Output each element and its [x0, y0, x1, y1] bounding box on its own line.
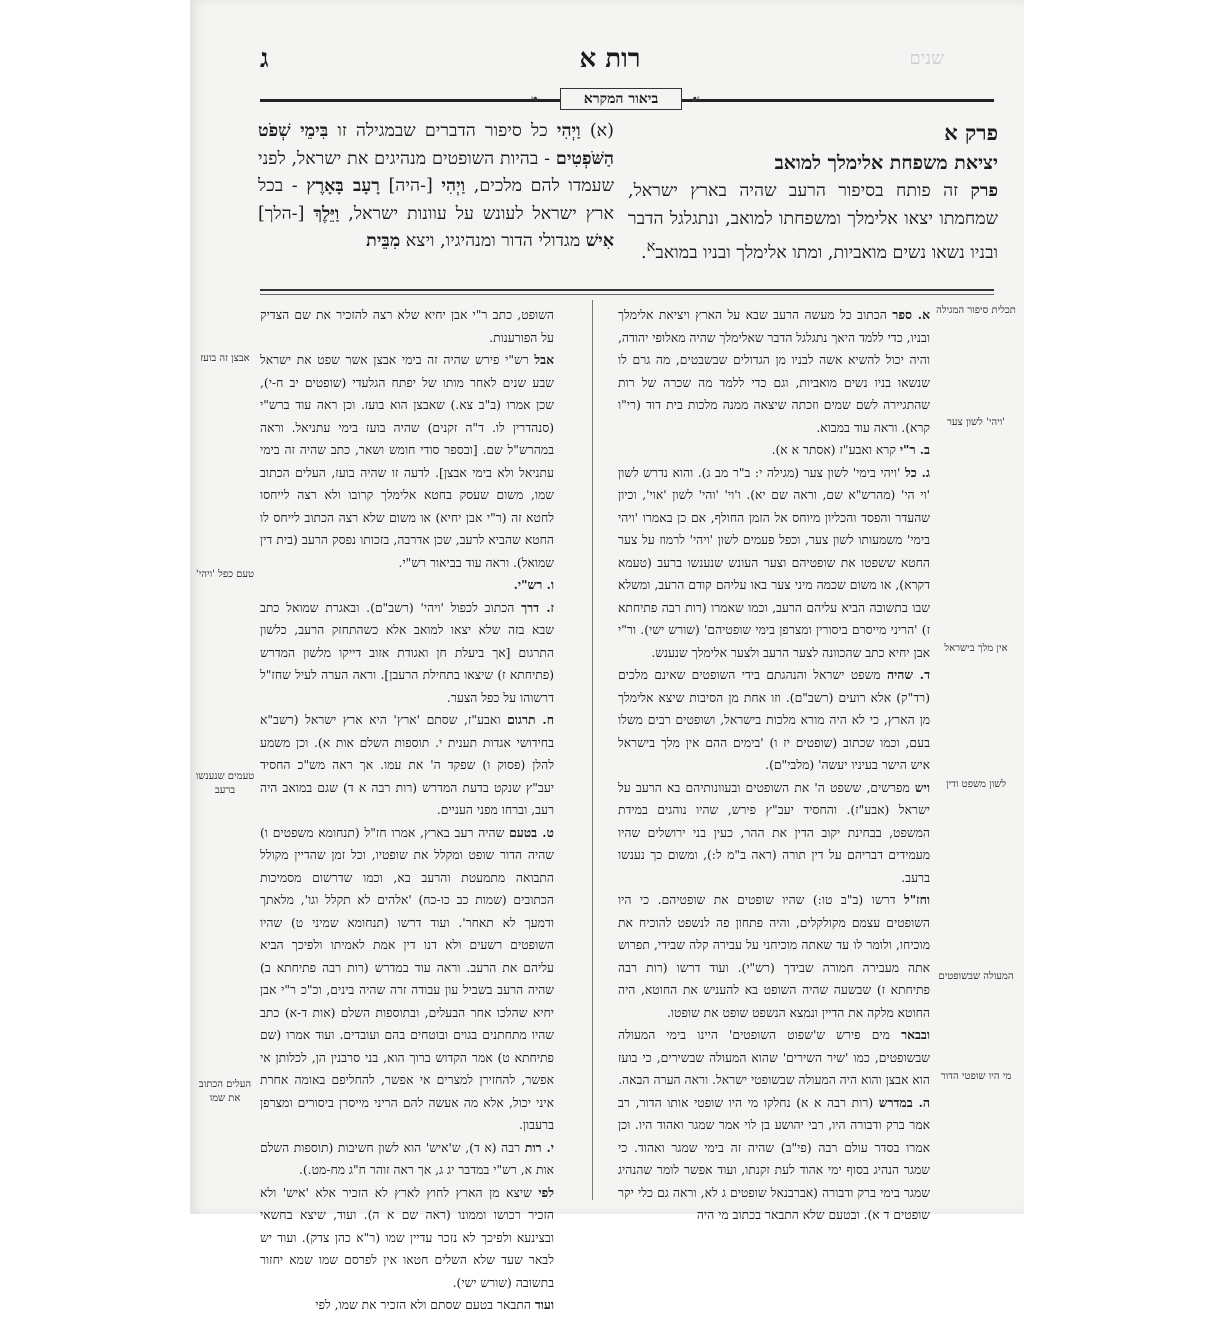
margin-note-left: טעמים שנענשו ברעב — [195, 771, 255, 796]
paragraph-lead: ב. ר"י — [899, 442, 930, 457]
paragraph-text: התבאר בטעם שסתם ולא הזכיר את שמו, לפי — [315, 1298, 531, 1312]
verse-word: בִּימֵי שְׁפֹט הַשֹּׁפְטִים — [258, 121, 614, 169]
scan-background-left — [0, 0, 190, 1214]
commentary-right-paragraph — [618, 1024, 930, 1092]
paragraph-text: הכתוב כל מעשה הרעב שבא על הארץ ויציאת אלימלך ובניו, כדי ללמד היאך נתגלגל הדבר שאלימלך שהיה מאלופי יהודה, והיה יכול להשיא אשה לבניו מן הגדולים שבשבטים, מה גרם לו שנשאו בניו נשים מואביות, וגם כדי ללמד מה שכרה של רות שהתגיירה לשם שמים וזכתה שיצאה ממנה מלכות בית דוד (רי"ו קרא). וראה עוד במבוא. — [618, 308, 930, 435]
paragraph-text: הכתוב לכפול 'ויהי' (רשב"ם). ובאגרת שמואל כתב שבא בזה שלא יצאו למואב אלא כשהתחזק הרעב, כלשון התרגום [אך ביעלת חן ואגודת אזוב דייקו מלשון המדרש (פתיחתא ז) שיצאו בתחילת הרעבן]. וראה הערה לעיל שחז"ל דרשוהו על כפל הצער. — [260, 600, 554, 705]
paragraph-lead: ט. בטעם — [509, 824, 554, 840]
verse-explanation — [258, 118, 614, 256]
paragraph-text: מים פירש ש'שפוט השופטים' היינו בימי המעולה שבשופטים, כמו 'שיר השירים' שהוא המעולה שבשירים, כי בועז הוא אבצן והוא היה המעולה שבשופטי ישראל. וראה הערה הבאה. — [618, 1028, 930, 1087]
page-number: ג — [260, 44, 269, 74]
commentary-left-paragraph — [260, 1137, 554, 1182]
paragraph-lead: ד. שהיה — [886, 667, 930, 682]
banner-label: ביאור המקרא — [560, 88, 682, 110]
chapter-heading: יציאת משפחת אלימלך למואב — [774, 152, 998, 174]
margin-note-right: אין מלך בישראל — [944, 643, 1008, 654]
main-text-area — [258, 118, 998, 288]
commentary-right-paragraph — [618, 439, 930, 462]
paragraph-text: רש"י פירש שהיה זה בימי אבצן אשר שפט את ישראל שבע שנים לאחר מותו של יפתח הגלעדי (שופטים יב ח-י), שכן אמרו (ב"ב צא.) שאבצן הוא בועז. וכן ראה עוד ברש"י (סנהדרין לו. ד"ה זקנים) שהיה בועז בימי עתניאל. וראה במהרש"ל שם. [ובספר סודי חומש ושאר, כתב שהיה זה בימי עתניאל ולא בימי אבצן]. לדעה זו שהיה בועז, העלים הכתוב שמו, משום שעסק בחטא אלימלך קרובו ולא רצה לייחסו לחטא זה (ר"י אבן יחיא) או משום שלא רצה הכתוב לייחס לו החטא שהביא לרעב, שכן אדרבה, בזכותו נפסק הרעב (בית דין שמואל). וראה עוד בביאור רש"י. — [260, 353, 554, 570]
intro-text: זה פותח בסיפור הרעב שהיה בארץ ישראל, שמחמתו יצאו אלימלך ומשפחתו למואב, ונתגלגל הדבר ובניו נשאו נשים מואביות, ומתו אלימלך ובניו במואב — [628, 181, 998, 263]
section-divider-thin — [260, 294, 994, 295]
verse-word: רָעָב בָּאָרֶץ — [306, 176, 380, 196]
margin-note-right: 'ויהי' לשון צער — [946, 417, 1006, 428]
verse-gloss: [-היה] — [388, 176, 433, 196]
commentary-left-paragraph — [260, 349, 554, 574]
scroll-ornament-icon: ❧ — [530, 92, 541, 106]
commentary-left-paragraph — [260, 1294, 554, 1317]
commentary-right-paragraph — [618, 777, 930, 890]
commentary-right-paragraph — [618, 304, 930, 439]
paragraph-text: (רות רבה א א) נחלקו מי היו שופטי אותו הדור, רב אמר ברק ודבורה היו, רבי יהושע בן לוי אמר שמגר ואהוד היו. וכן אמרו בסדר עולם רבה (פי"ב) שהיה זה בימי שמגר ואהוד. כי שמגר הנהיג בסוף ימי אהוד לעת זקנתו, ועוד אפשר לומר שהנהיג שמגר בימי ברק ודבורה (אברבנאל שופטים ג לא, וראה גם כלי יקר שופטים ד א). ובטעם שלא התבאר בכתוב מי היה — [618, 1095, 930, 1222]
commentary-column-left — [260, 304, 555, 1312]
commentary-left-paragraph — [260, 709, 554, 822]
scroll-ornament-icon: ☙ — [690, 92, 701, 106]
paragraph-text: קרא ואבע"ז (אסתר א א). — [771, 443, 896, 457]
paragraph-lead: ה. במדרש — [878, 1094, 930, 1110]
margin-note-right: לשון משפט ודין — [945, 779, 1007, 790]
commentary-right-paragraph — [618, 664, 930, 777]
verse-word: מִבֵּית — [366, 231, 401, 251]
paragraph-text: 'ויהי בימי' לשון צער (מגילה י: ב"ר מב ג). והוא נדרש לשון 'וי הי' (מהרש"א שם, וראה שם יא). ו'וי' 'והי' לשון 'אוי', וכיון שהעדר והפסד והכליון מיוחס אל הזמן החולף, אם כן באמרו 'ויהי בימי' משמעותו לשון צער, וכפל פעמים לשון 'ויהי' לרמוז על צער החטא ששפטו את שופטיהם וצער העונש שנענשו ברעב (טעמא דקרא), או משום שכמה מיני צער באו עליהם קודם הרעב, ומשלא שבו בתשובה הביא עליהם הרעב, וכמו שאמרו (רות רבה פתיחתא ז) 'הריני מייסרם ביסורין ומצרפן בימי שופטיהם' (שורש ישי). ור"י אבן יחיא כתב שהכוונה לצער הרעב ולצער אלימלך שנענש. — [618, 465, 930, 660]
verse-gloss: כל סיפור הדברים שבמגילה זו — [337, 121, 548, 141]
commentary-left-paragraph — [260, 304, 554, 349]
paragraph-lead: ועוד — [534, 1297, 554, 1312]
paragraph-text: משפט ישראל והנהגתם בידי השופטים שאינם מלכים (רד"ק) אלא רועים (רשב"ם). וזו אחת מן הסיבות שיצא אלימלך מן הארץ, כי לא היה מורא מלכות בישראל, ושופטים רבים משלו בעם, וכמו שכתוב (שופטים יז ו) 'בימים ההם אין מלך בישראל איש הישר בעיניו יעשה' (מלבי"ם). — [618, 668, 930, 772]
margin-note-right: המעולה שבשופטים — [938, 971, 1014, 982]
book-page — [190, 0, 1024, 1312]
verse-commentary-column — [258, 118, 614, 256]
verse-gloss: [-הלך] — [258, 203, 305, 224]
paragraph-lead: ז. דרך — [521, 599, 554, 615]
verse-word: וַיְהִי — [556, 121, 581, 141]
paragraph-lead: ח. תרגום — [507, 712, 554, 727]
commentary-column-right — [618, 304, 930, 1222]
paragraph-text: דרשו (ב"ב טו:) שהיו שופטים את שופטיהם. כי היו השופטים עצמם מקולקלים, והיה פתחון פה לנשפט להוכיח את מוכיחו, ולומר לו עד שאתה מוכיחני על עבירה קלה שבידי, תפרוש אתה מעבירה חמורה שבידך (רש"י). ועוד דרשו (רות רבה פתיחתא ז) שבשעה שהיה השופט בא להעניש את החוטא, היה החוטא מלקה את הדיין ונמצא הנשפט שופט את שופטו. — [618, 893, 930, 1020]
paragraph-lead: א. ספר — [892, 307, 930, 322]
column-divider — [592, 300, 593, 1200]
commentary-left-paragraph — [260, 822, 554, 1137]
verse-number: (א) — [589, 121, 614, 141]
section-divider — [260, 289, 994, 291]
chapter-intro: פרק זה פותח בסיפור הרעב שהיה בארץ ישראל, שמחמתו יצאו אלימלך ומשפחתו למואב, ונתגלגל הדבר ובניו נשאו נשים מואביות, ומתו אלימלך ובניו במואב$^א$. — [628, 181, 998, 263]
verse-word: אִישׁ — [585, 231, 614, 251]
section-banner — [260, 88, 994, 110]
intro-footnote-mark: א — [646, 238, 656, 255]
chapter-label: פרק א — [944, 120, 998, 145]
margin-note-left: אבצן זה בועז — [200, 353, 250, 364]
commentary-right-paragraph — [618, 462, 930, 665]
verse-word: וַיְהִי — [441, 176, 466, 196]
verse-gloss: מגדולי הדור ומנהיגיו, ויצא — [405, 231, 581, 251]
intro-lead: פרק — [970, 181, 998, 201]
verse-word: וַיֵּלֶךְ — [313, 203, 340, 224]
page-header — [190, 44, 1024, 84]
commentary-left-paragraph — [260, 1182, 554, 1295]
verse-gloss: - בהיות השופטים מנהיגים את ישראל, לפני שעמדו להם מלכים, — [258, 148, 614, 196]
paragraph-lead: י. רות — [524, 1139, 555, 1155]
paragraph-text: רבה (א ד), ש'איש' הוא לשון חשיבות (תוספות השלם אות א, רש"י במדבר יג ג, אך ראה זוהר ח"ג מח-מט.). — [260, 1140, 554, 1177]
paragraph-text: ואבע"ז, שסתם 'ארץ' היא ארץ ישראל (רשב"א בחידושי אגדות תענית י. תוספות השלם אות א). וכן משמע להלן (פסוק ו) שפקד ה' את עמו. אך ראה מש"כ החסיד יעב"ץ שנקט בדעת המדרש (רות רבה א ד) שגם במואב היה רעב, וברחו מפני העניים. — [260, 713, 554, 817]
commentary-right-paragraph — [618, 889, 930, 1024]
margin-note-left: העלים הכתוב את שמו — [198, 1079, 252, 1104]
paragraph-text: שהיה רעב בארץ, אמרו חז"ל (תנחומא משפטים ו) שהיה הדור שופט ומקלל את שופטיו, וכל זמן שהדיין מקולל התבואה מתמעטת והרעב בא, וכמו שדרשום מסמיכות הכתובים (שמות כב כו-כח) 'אלהים לא תקלל וגו', מלאתך ודמעך לא תאחר'. ועוד דרשו (תנחומא שמיני ט) שהיו השופטים רשעים ולא דנו דין אמת לאמיתו ולפיכך הביא עליהם את הרעב. וראה עוד במדרש (רות רבה פתיחתא ב) שהיה הרעב בשביל עון עבודה זרה שהיה בינים, וכ"כ ר"י אבן יחיא שהלכו אחר הבעלים, ובתוספות השלם (אות ד-א) כתב שהיו מתחתנים בגוים ובוטחים בהם ועובדים. ועוד אמרו (שם פתיחתא ט) אמר הקדוש ברוך הוא, בני סרבנין הן, לכלותן אי אפשר, להחזירן למצרים אי אפשר, להחליפם באומה אחרת איני יכול, אלא מה אעשה להם הריני מייסרן ביסורים ומצרפן ברעבון. — [260, 825, 554, 1132]
paragraph-text: מפרשים, ששפט ה' את השופטים ובעוונותיהם בא הרעב על ישראל (אבע"ז). והחסיד יעב"ץ פירש, שהיו נוהגים במידת המשפט, בבחינת יקוב הדין את ההר, כעין בני ירושלים שהיו מעמידים דבריהם על דין תורה (ראה ב"מ ל:), ומשום כך נענשו ברעב. — [618, 780, 930, 885]
paragraph-lead: ו. רש"י. — [513, 577, 554, 592]
commentary-left-paragraph — [260, 597, 554, 710]
paragraph-lead: וחז"ל — [903, 892, 930, 907]
paragraph-lead: ויש — [914, 779, 930, 795]
running-title: רות א — [579, 44, 641, 74]
paragraph-lead: אבל — [534, 352, 554, 367]
verse-gloss: - בכל ארץ ישראל לעונש על עוונות ישראל, — [258, 176, 614, 224]
chapter-intro-column — [628, 118, 998, 267]
paragraph-text: השופט, כתב ר"י אבן יחיא שלא רצה להזכיר את שם הצדיק על הפורענות. — [260, 308, 554, 345]
paragraph-lead: ובבאר — [901, 1027, 930, 1042]
paragraph-lead: לפי — [538, 1184, 554, 1200]
margin-note-left: טעם כפל 'ויהי' — [195, 569, 255, 580]
paragraph-text: שיצא מן הארץ לחוץ לארץ לא הזכיר אלא 'איש' ולא הזכיר רכושו וממונו (ראה שם א ה). ועוד, שיצא בחשאי ובצינעא ולפיכך לא נזכר עדיין שמו (ר"א כהן צדק). ועוד יש לבאר שעד שלא השלים חטאו אין לפרסם שמו שמא יחזור בתשובה (שורש ישי). — [260, 1185, 554, 1290]
commentary-left-paragraph — [260, 574, 554, 597]
scan-background-right — [1024, 0, 1214, 1214]
commentary-right-paragraph — [618, 1092, 930, 1227]
bleed-through-text: שנים — [909, 48, 944, 69]
margin-note-right: תכלית סיפור המגילה — [936, 305, 1016, 316]
paragraph-lead: ג. כל — [904, 464, 930, 480]
margin-note-right: מי היו שופטי הדור — [940, 1071, 1012, 1082]
